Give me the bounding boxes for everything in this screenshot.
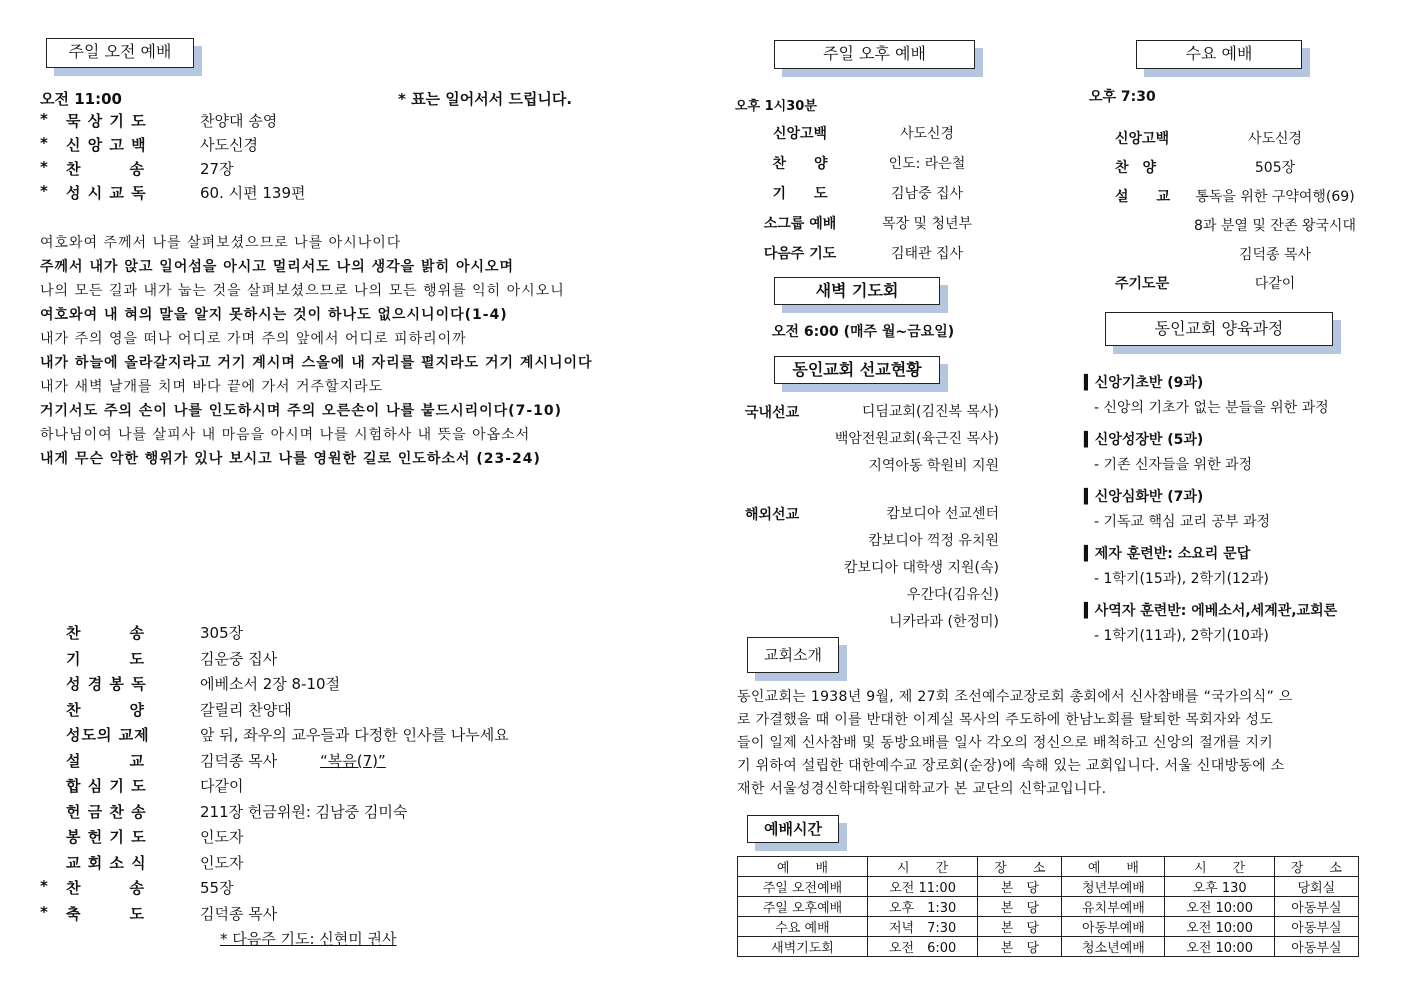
- wednesday-service-title: 수요 예배: [1136, 40, 1302, 69]
- intro-line: 들이 일제 신사참배 및 동방요배를 일사 각오의 정신으로 배척하고 신앙의 절개를 지키: [737, 735, 1274, 751]
- wednesday-value: 김덕종 목사: [1238, 247, 1312, 263]
- wednesday-value: 다같이: [1254, 276, 1296, 292]
- schedule-cell: 당회실: [1274, 877, 1358, 897]
- standing-note: * 표는 일어서서 드립니다.: [398, 90, 573, 108]
- schedule-header: 시 간: [867, 857, 977, 877]
- order-label: 신 앙 고 백: [66, 136, 147, 154]
- schedule-cell: 아동부예배: [1062, 917, 1165, 937]
- afternoon-value: 인도: 라은철: [888, 156, 966, 172]
- order-label: 합 심 기 도: [66, 777, 147, 795]
- overseas-mission-item: 우간다(김유신): [906, 587, 999, 603]
- overseas-mission-item: 니카라과 (한정미): [888, 614, 999, 630]
- order-value: 305장: [200, 624, 244, 642]
- dawn-prayer-time: 오전 6:00 (매주 월~금요일): [772, 324, 955, 340]
- afternoon-label: 다음주 기도: [763, 246, 837, 262]
- psalm-line: 내가 새벽 날개를 치며 바다 끝에 가서 거주할지라도: [40, 379, 384, 395]
- afternoon-label: 신앙고백: [772, 126, 828, 142]
- order-value: 인도자: [200, 828, 244, 846]
- afternoon-service-title: 주일 오후 예배: [774, 40, 975, 69]
- order-label: 찬 양: [66, 700, 145, 719]
- schedule-cell: 청소년예배: [1062, 937, 1165, 957]
- schedule-title: 예배시간: [747, 815, 839, 843]
- order-value: 60. 시편 139편: [200, 184, 306, 202]
- order-label: 봉 헌 기 도: [66, 828, 147, 846]
- church-intro-text: [737, 686, 1293, 801]
- schedule-row: [738, 897, 1359, 917]
- order-value: 김덕종 목사: [200, 751, 278, 770]
- sermon-title: “복음(7)”: [320, 752, 386, 770]
- order-value: 55장: [200, 879, 234, 897]
- morning-service-title: 주일 오전 예배: [46, 38, 194, 68]
- schedule-cell: 주일 오전예배: [738, 877, 868, 897]
- overseas-mission-item: 캄보디아 꺽정 유치원: [868, 533, 999, 549]
- schedule-header: 시 간: [1165, 857, 1274, 877]
- overseas-mission-label: 해외선교: [745, 507, 800, 523]
- psalm-line: 여호와여 내 혀의 말을 알지 못하시는 것이 하나도 없으시니이다(1-4): [40, 307, 508, 323]
- afternoon-value: 사도신경: [899, 126, 955, 142]
- training-item-desc: - 기존 신자들을 위한 과정: [1094, 457, 1253, 473]
- psalm-line: 내게 무슨 악한 행위가 있나 보시고 나를 영원한 길로 인도하소서 (23-24): [40, 451, 541, 467]
- wednesday-value: 사도신경: [1247, 131, 1303, 147]
- schedule-cell: 아동부실: [1274, 897, 1358, 917]
- order-label: 성도의 교제: [66, 726, 150, 744]
- domestic-mission-item: 디딤교회(김진복 목사): [861, 404, 999, 420]
- psalm-line: 주께서 내가 앉고 일어섬을 아시고 멀리서도 나의 생각을 밝히 아시오며: [40, 259, 515, 275]
- mission-title: 동인교회 선교현황: [774, 356, 940, 384]
- training-item-name: ▍신앙심화반 (7과): [1084, 489, 1204, 505]
- order-mark: *: [40, 158, 48, 176]
- wednesday-label: 설 교: [1115, 189, 1171, 205]
- schedule-cell: 유치부예배: [1062, 897, 1165, 917]
- wednesday-value: 505장: [1254, 160, 1296, 176]
- wednesday-value: 통독을 위한 구약여행(69): [1195, 189, 1355, 205]
- schedule-cell: 수요 예배: [738, 917, 868, 937]
- schedule-header: 예 배: [738, 857, 868, 877]
- order-mark: *: [40, 110, 48, 128]
- order-value: 인도자: [200, 853, 244, 872]
- schedule-table: [737, 856, 1359, 957]
- training-item-desc: - 1학기(11과), 2학기(10과): [1094, 628, 1269, 644]
- order-value: 사도신경: [200, 136, 258, 154]
- overseas-mission-item: 캄보디아 선교센터: [886, 506, 999, 522]
- afternoon-service-time: 오후 1시30분: [735, 99, 817, 114]
- order-value: 갈릴리 찬양대: [200, 700, 292, 719]
- schedule-header: 예 배: [1062, 857, 1165, 877]
- schedule-cell: 오후 1:30: [867, 897, 977, 917]
- training-item-name: ▍신앙기초반 (9과): [1084, 375, 1204, 391]
- order-label: 축 도: [66, 904, 145, 923]
- order-value: 김운중 집사: [200, 649, 278, 668]
- wednesday-service-time: 오후 7:30: [1089, 89, 1156, 105]
- wednesday-label: 신앙고백: [1115, 131, 1170, 147]
- dawn-prayer-title: 새벽 기도회: [774, 277, 940, 305]
- schedule-row: [738, 877, 1359, 897]
- domestic-mission-item: 지역아동 학원비 지원: [868, 458, 999, 474]
- training-item-name: ▍신앙성장반 (5과): [1084, 432, 1204, 448]
- order-value: 에베소서 2장 8-10절: [200, 675, 341, 693]
- order-value: 27장: [200, 160, 234, 178]
- training-item-desc: - 1학기(15과), 2학기(12과): [1094, 571, 1269, 587]
- schedule-cell: 오후 130: [1165, 877, 1274, 897]
- psalm-line: 내가 하늘에 올라갈지라고 거기 계시며 스올에 내 자리를 펼지라도 거기 계시니이다: [40, 355, 593, 371]
- order-label: 교 회 소 식: [66, 853, 147, 872]
- afternoon-label: 소그룹 예배: [763, 216, 837, 232]
- order-value: 찬양대 송영: [200, 112, 278, 130]
- order-value: 앞 뒤, 좌우의 교우들과 다정한 인사를 나누세요: [200, 726, 509, 744]
- order-label: 찬 송: [66, 624, 145, 642]
- training-item-desc: - 신앙의 기초가 없는 분들을 위한 과정: [1094, 400, 1329, 416]
- afternoon-value: 목장 및 청년부: [881, 216, 973, 232]
- psalm-line: 여호와여 주께서 나를 살펴보셨으므로 나를 아시나이다: [40, 235, 402, 251]
- order-mark: *: [40, 134, 48, 152]
- schedule-cell: 오전 10:00: [1165, 937, 1274, 957]
- order-label: 성 시 교 독: [66, 184, 147, 202]
- schedule-cell: 새벽기도회: [738, 937, 868, 957]
- intro-line: 재한 서울성경신학대학원대학교가 본 교단의 신학교입니다.: [737, 781, 1107, 797]
- schedule-row: [738, 917, 1359, 937]
- schedule-cell: 오전 11:00: [867, 877, 977, 897]
- schedule-cell: 아동부실: [1274, 937, 1358, 957]
- domestic-mission-item: 백암전원교회(육근진 목사): [834, 431, 999, 447]
- intro-line: 로 가결했을 때 이를 반대한 이계실 목사의 주도하에 한남노회를 탈퇴한 목회자와 성도: [737, 712, 1274, 728]
- schedule-cell: 아동부실: [1274, 917, 1358, 937]
- schedule-row: [738, 937, 1359, 957]
- order-label: 기 도: [66, 649, 145, 668]
- training-item-name: ▍제자 훈련반: 소요리 문답: [1084, 546, 1251, 562]
- schedule-cell: 저녁 7:30: [867, 917, 977, 937]
- order-mark: *: [40, 902, 48, 921]
- church-intro-title: 교회소개: [747, 637, 839, 673]
- responsive-reading: [40, 231, 608, 471]
- schedule-cell: 본 당: [978, 937, 1062, 957]
- order-label: 헌 금 찬 송: [66, 802, 147, 821]
- training-title: 동인교회 양육과정: [1105, 312, 1333, 346]
- order-value: 211장 헌금위원: 김남중 김미숙: [200, 802, 408, 821]
- order-label: 묵 상 기 도: [66, 112, 147, 130]
- schedule-cell: 청년부예배: [1062, 877, 1165, 897]
- order-value: 김덕종 목사: [200, 904, 278, 923]
- afternoon-value: 김남중 집사: [890, 186, 964, 202]
- afternoon-value: 김태관 집사: [890, 246, 964, 262]
- next-week-prayer: * 다음주 기도: 신현미 권사: [220, 930, 397, 948]
- intro-line: 기 위하여 설립한 대한예수교 장로회(순장)에 속해 있는 교회입니다. 서울 신대방동에 소: [737, 758, 1285, 774]
- order-label: 성 경 봉 독: [66, 675, 147, 693]
- overseas-mission-item: 캄보디아 대학생 지원(속): [843, 560, 999, 576]
- order-label: 찬 송: [66, 160, 145, 178]
- order-label: 찬 송: [66, 879, 145, 897]
- wednesday-label: 찬 양: [1115, 160, 1157, 176]
- schedule-cell: 본 당: [978, 897, 1062, 917]
- schedule-cell: 본 당: [978, 877, 1062, 897]
- psalm-line: 내가 주의 영을 떠나 어디로 가며 주의 앞에서 어디로 피하리이까: [40, 331, 467, 347]
- order-mark: *: [40, 182, 48, 200]
- psalm-line: 나의 모든 길과 내가 눕는 것을 살펴보셨으므로 나의 모든 행위를 익히 아시오니: [40, 283, 565, 299]
- order-value: 다같이: [200, 777, 244, 795]
- intro-line: 동인교회는 1938년 9월, 제 27회 조선예수교장로회 총회에서 신사참배를 “국가의식” 으: [737, 689, 1293, 705]
- wednesday-label: 주기도문: [1115, 276, 1170, 292]
- wednesday-value: 8과 분열 및 잔존 왕국시대: [1194, 218, 1356, 234]
- schedule-header: 장 소: [1274, 857, 1358, 877]
- order-mark: *: [40, 877, 48, 895]
- schedule-cell: 오전 10:00: [1165, 917, 1274, 937]
- schedule-cell: 오전 10:00: [1165, 897, 1274, 917]
- schedule-cell: 본 당: [978, 917, 1062, 937]
- afternoon-label: 기 도: [772, 186, 828, 202]
- psalm-line: 거기서도 주의 손이 나를 인도하시며 주의 오른손이 나를 붙드시리이다(7-10): [40, 403, 563, 419]
- afternoon-label: 찬 양: [772, 156, 828, 172]
- order-label: 설 교: [66, 751, 145, 770]
- domestic-mission-label: 국내선교: [745, 405, 800, 421]
- schedule-cell: 주일 오후예배: [738, 897, 868, 917]
- psalm-line: 하나님이여 나를 살피사 내 마음을 아시며 나를 시험하사 내 뜻을 아옵소서: [40, 427, 531, 443]
- morning-service-time: 오전 11:00: [40, 90, 122, 108]
- training-item-desc: - 기독교 핵심 교리 공부 과정: [1094, 514, 1271, 530]
- training-item-name: ▍사역자 훈련반: 에베소서,세계관,교회론: [1084, 603, 1338, 619]
- schedule-cell: 오전 6:00: [867, 937, 977, 957]
- schedule-header: 장 소: [978, 857, 1062, 877]
